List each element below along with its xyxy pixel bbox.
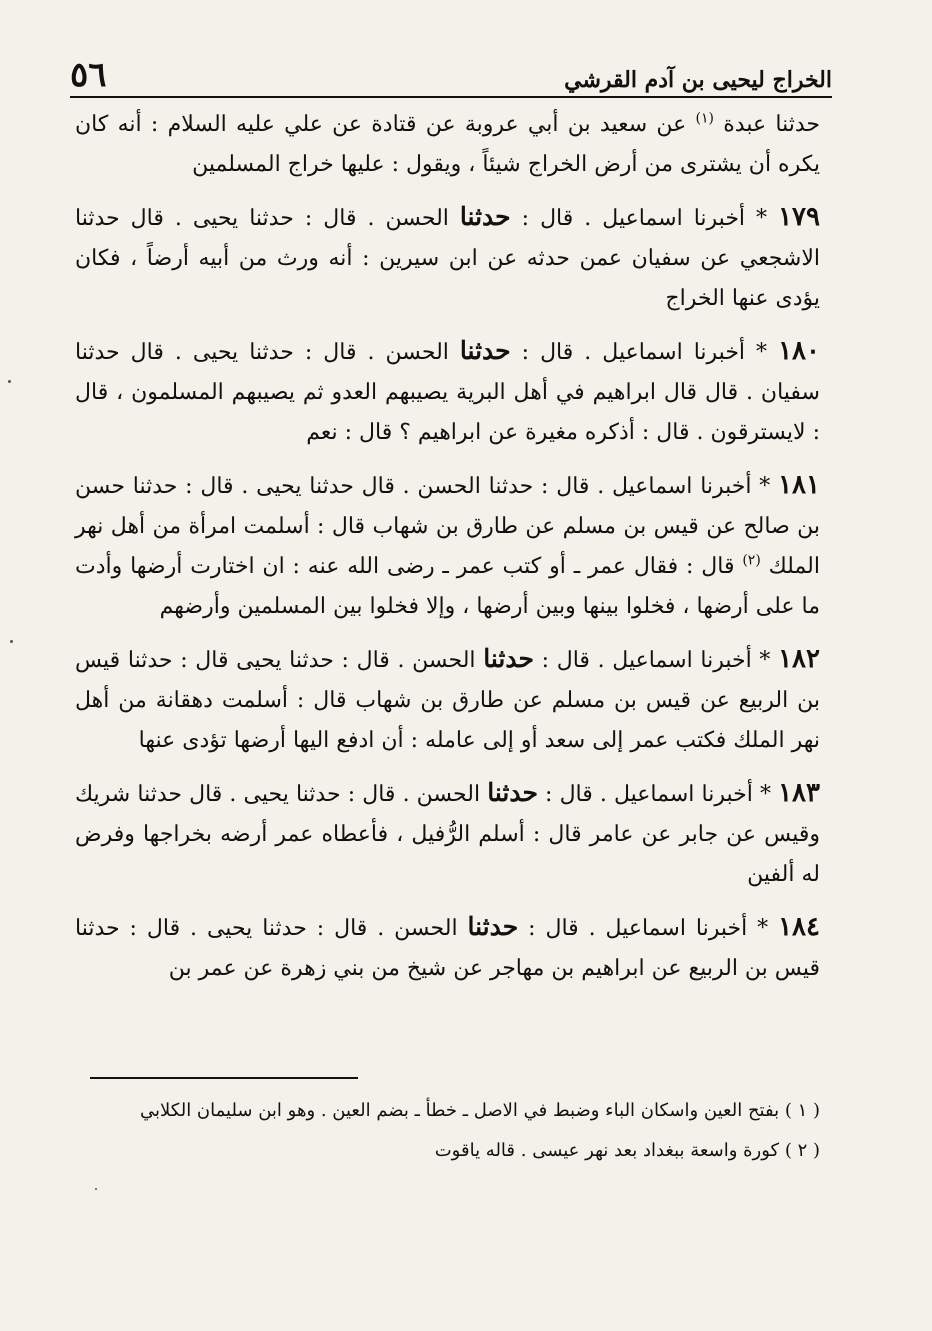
paragraph-continuation	[75, 105, 820, 185]
text-segment: * أخبرنا اسماعيل . قال :	[510, 206, 779, 231]
text-segment: قال : فقال عمر ـ أو كتب عمر ـ رضى الله عنه : ان اختارت أرضها وأدت ما على أرضها ، فخلوا بينها وبين أرضها ، وإلا فخلوا بين المسلمين وأرضهم	[75, 554, 820, 619]
text-segment: * أخبرنا اسماعيل . قال :	[510, 340, 779, 365]
footnote-ref-2: (٢)	[742, 552, 761, 569]
text-segment: الحسن . قال : حدثنا يحيى . قال حدثنا سفيان . قال قال ابراهيم في أهل البرية يصيبهم العدو ثم يصيبهم المسلمون ، قال : لايسترقون . قال : أذكره مغيرة عن ابراهيم ؟ قال : نعم	[75, 340, 820, 445]
hadith-183	[75, 773, 820, 895]
haddathana-word: حدثنا	[467, 912, 519, 941]
text-segment: الحسن . قال : حدثنا يحيى . قال : حدثنا قيس بن الربيع عن ابراهيم بن مهاجر عن شيخ من بني زهرة عن عمر بن	[75, 916, 820, 981]
text-segment: الحسن . قال : حدثنا يحيى قال : حدثنا قيس بن الربيع عن قيس بن مسلم عن طارق بن شهاب قال : أسلمت دهقانة من أهل نهر الملك فكتب عمر إلى سعد أو إلى عامله : أن ادفع اليها أرضها تؤدى عنها	[75, 648, 820, 753]
hadith-179	[75, 197, 820, 319]
hadith-182	[75, 639, 820, 761]
footnote-divider	[90, 1077, 358, 1079]
scan-speck	[95, 1188, 97, 1190]
hadith-180	[75, 331, 820, 453]
haddathana-word: حدثنا	[487, 778, 538, 807]
text-segment: * أخبرنا اسماعيل . قال :	[533, 648, 779, 673]
hadith-number: ١٨٠	[778, 336, 820, 366]
haddathana-word: حدثنا	[483, 644, 534, 673]
hadith-number: ١٨٣	[778, 778, 820, 808]
scan-speck	[10, 640, 13, 643]
haddathana-word: حدثنا	[459, 202, 511, 231]
hadith-number: ١٧٩	[778, 202, 820, 232]
hadith-number: ١٨٢	[778, 644, 820, 674]
text-segment: عن سعيد بن أبي عروبة عن قتادة عن علي عليه السلام : أنه كان يكره أن يشترى من أرض الخراج شيئاً ، ويقول : عليها خراج المسلمين	[75, 112, 820, 177]
text-segment: الحسن . قال : حدثنا يحيى . قال حدثنا شريك وقيس عن جابر عن عامر قال : أسلم الرُّفيل ، فأعطاه عمر أرضه بخراجها وفرض له ألفين	[75, 782, 820, 887]
hadith-number: ١٨٤	[778, 912, 820, 942]
text-segment: * أخبرنا اسماعيل . قال : حدثنا الحسن . قال حدثنا يحيى . قال : حدثنا حسن بن صالح عن قيس بن مسلم عن طارق بن شهاب قال : أسلمت امرأة من أهل نهر الملك	[75, 474, 820, 579]
main-text	[75, 105, 820, 1001]
running-title: الخراج ليحيى بن آدم القرشي	[564, 66, 832, 93]
hadith-184	[75, 907, 820, 989]
text-segment: * أخبرنا اسماعيل . قال :	[518, 916, 779, 941]
hadith-181	[75, 465, 820, 627]
page-number: ٥٦	[70, 55, 107, 95]
hadith-number: ١٨١	[778, 470, 820, 500]
scan-speck	[8, 380, 11, 383]
text-segment: * أخبرنا اسماعيل . قال :	[537, 782, 779, 807]
footnotes	[88, 1094, 820, 1174]
haddathana-word: حدثنا	[459, 336, 511, 365]
page-header	[70, 40, 832, 98]
footnote-ref-1: (١)	[695, 110, 715, 127]
footnote-2: ( ٢ ) كورة واسعة ببغداد بعد نهر عيسى . قاله ياقوت	[434, 1140, 820, 1161]
text-segment: حدثنا عبدة	[723, 112, 820, 137]
footnote-1: ( ١ ) بفتح العين واسكان الباء وضبط في الاصل ـ خطأ ـ بضم العين . وهو ابن سليمان الكلابي	[140, 1100, 820, 1121]
text-segment: الحسن . قال : حدثنا يحيى . قال حدثنا الاشجعي عن سفيان عمن حدثه عن ابن سيرين : أنه ورث من أبيه أرضاً ، فكان يؤدى عنها الخراج	[75, 206, 820, 311]
